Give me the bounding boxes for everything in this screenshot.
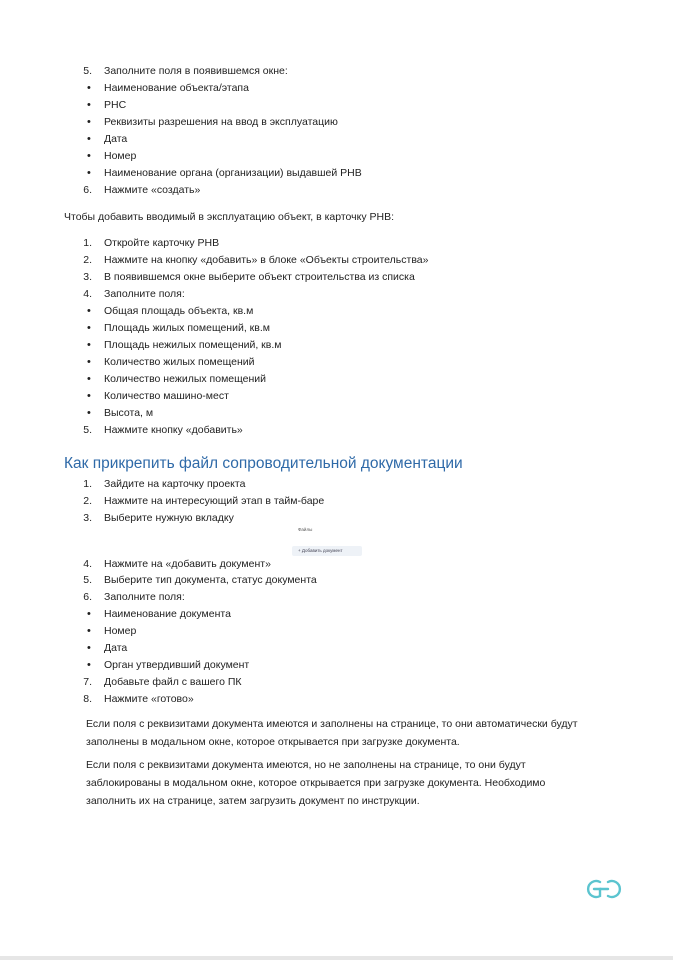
list-number: 1. [83,237,92,249]
snippet-title: Файлы [298,527,313,532]
bullet-icon: • [87,116,91,128]
bullet-icon: • [87,133,91,145]
list-item: Добавьте файл с вашего ПК [104,676,242,688]
bullet-icon: • [87,82,91,94]
list-item: Нажмите «создать» [104,184,201,196]
paragraph [86,756,626,810]
list-item: Заполните поля: [104,591,185,603]
list-item: Дата [104,133,128,145]
list-item: Дата [104,642,128,654]
list-item: Наименование документа [104,608,231,620]
list-number: 6. [83,591,92,603]
list-item: Нажмите «готово» [104,693,194,705]
list-item: Количество жилых помещений [104,356,255,368]
list-item: Наименование органа (организации) выдавшей РНВ [104,167,362,179]
paragraph-line: Если поля с реквизитами документа имеются и заполнены на странице, то они автоматически будут [86,718,578,730]
list-number: 6. [83,184,92,196]
bullet-icon: • [87,339,91,351]
list-number: 4. [83,558,92,570]
list-item: Количество нежилых помещений [104,373,267,385]
list-item: Нажмите кнопку «добавить» [104,424,243,436]
list-number: 7. [83,676,92,688]
paragraph-line: заполнить их на странице, затем загрузить документ по инструкции. [86,795,420,807]
list-number: 5. [83,574,92,586]
page-bottom-divider [0,956,673,960]
list-number: 8. [83,693,92,705]
list-number: 3. [83,512,92,524]
bullet-icon: • [87,99,91,111]
intro-text: Чтобы добавить вводимый в эксплуатацию объект, в карточку РНВ: [64,211,395,223]
bullet-icon: • [87,356,91,368]
company-logo-icon [582,876,626,902]
list-number: 1. [83,478,92,490]
list-number: 3. [83,271,92,283]
bullet-icon: • [87,322,91,334]
list-item: Нажмите на кнопку «добавить» в блоке «Объекты строительства» [104,254,429,266]
list-item: В появившемся окне выберите объект строительства из списка [104,271,415,283]
paragraph [86,715,626,751]
paragraph-line: заблокированы в модальном окне, которое открывается при загрузке документа. Необходимо [86,777,546,789]
list-number: 4. [83,288,92,300]
bullet-icon: • [87,642,91,654]
bullet-icon: • [87,659,91,671]
list-item: Выберите тип документа, статус документа [104,574,317,586]
list-item: Орган утвердивший документ [104,659,250,671]
bullet-icon: • [87,407,91,419]
files-tab-snippet [282,527,362,561]
bullet-icon: • [87,373,91,385]
paragraph-line: Если поля с реквизитами документа имеются, но не заполнены на странице, то они будут [86,759,526,771]
list-item: Наименование объекта/этапа [104,82,249,94]
list-item: Высота, м [104,407,154,419]
list-item: Выберите нужную вкладку [104,512,234,524]
section-heading: Как прикрепить файл сопроводительной документации [64,455,463,472]
list-item: Номер [104,625,137,637]
list-item: Номер [104,150,137,162]
list-item: Площадь нежилых помещений, кв.м [104,339,282,351]
list-item: РНС [104,99,127,111]
bullet-icon: • [87,608,91,620]
add-document-button[interactable]: + Добавить документ [292,546,362,556]
list-item: Заполните поля в появившемся окне: [104,65,288,77]
list-item: Зайдите на карточку проекта [104,478,246,490]
paragraph-line: заполнены в модальном окне, которое открывается при загрузке документа. [86,736,460,748]
bullet-icon: • [87,150,91,162]
list-item: Нажмите на «добавить документ» [104,558,271,570]
list-number: 5. [83,424,92,436]
list-item: Нажмите на интересующий этап в тайм-баре [104,495,325,507]
list-item: Площадь жилых помещений, кв.м [104,322,270,334]
bullet-icon: • [87,305,91,317]
bullet-icon: • [87,167,91,179]
list-item: Общая площадь объекта, кв.м [104,305,254,317]
bullet-icon: • [87,625,91,637]
list-item: Откройте карточку РНВ [104,237,220,249]
list-number: 2. [83,495,92,507]
list-item: Заполните поля: [104,288,185,300]
list-number: 5. [83,65,92,77]
list-number: 2. [83,254,92,266]
bullet-icon: • [87,390,91,402]
list-item: Реквизиты разрешения на ввод в эксплуатацию [104,116,338,128]
list-item: Количество машино-мест [104,390,229,402]
